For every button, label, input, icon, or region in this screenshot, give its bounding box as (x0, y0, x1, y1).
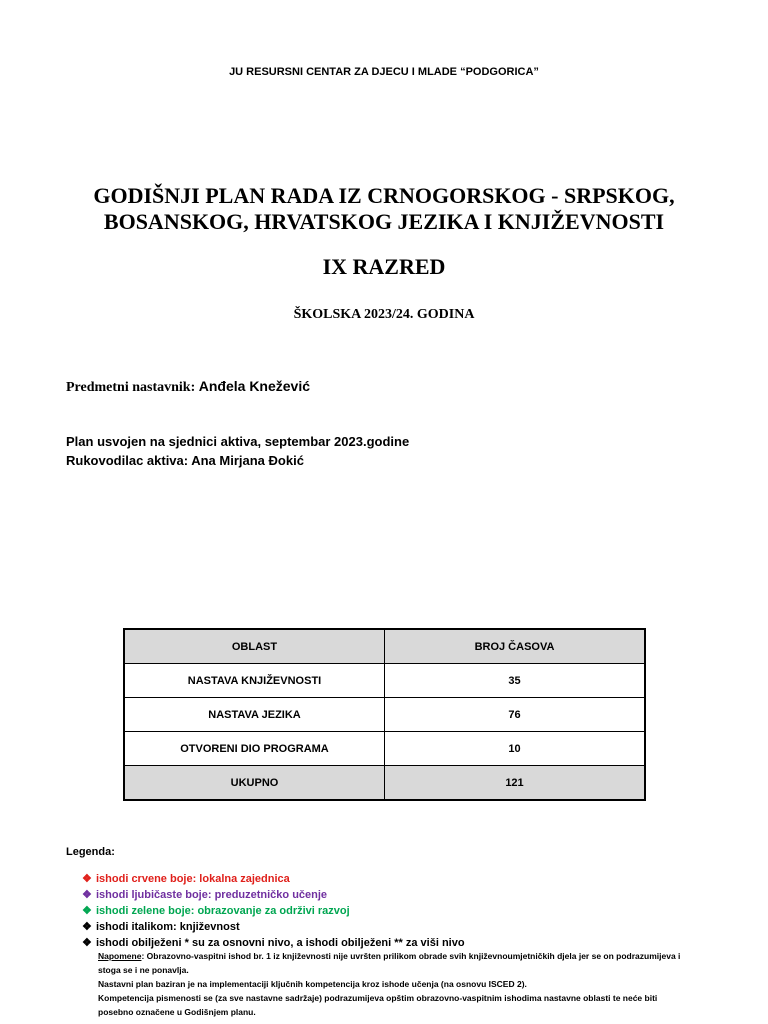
legend-item-text: ishodi obilježeni * su za osnovni nivo, a ishodi obilježeni ** za viši nivo (96, 937, 465, 949)
legend-item-text: ishodi crvene boje: lokalna zajednica (96, 873, 290, 885)
table-header-row (124, 629, 645, 664)
row-hours: 10 (385, 732, 646, 766)
diamond-bullet-icon: ❖ (82, 905, 92, 917)
diamond-bullet-icon: ❖ (82, 921, 92, 933)
note-line: Nastavni plan baziran je na implementaciji ključnih kompetencija kroz ishode učenja (na osnovu ISCED 2). (98, 979, 527, 989)
legend-title: Legenda: (66, 846, 115, 858)
notes-block (98, 949, 718, 1019)
hours-table (123, 628, 646, 801)
table-row (124, 698, 645, 732)
row-area: NASTAVA JEZIKA (124, 698, 385, 732)
table-row (124, 664, 645, 698)
title-line-2: BOSANSKOG, HRVATSKOG JEZIKA I KNJIŽEVNOSTI (103, 209, 665, 234)
note-line (98, 949, 718, 963)
row-hours: 35 (385, 664, 646, 698)
title-line-1: GODIŠNJI PLAN RADA IZ CRNOGORSKOG - SRPSKOG, (93, 183, 675, 208)
note-line: Kompetencija pismenosti se (za sve nastavne sadržaje) podrazumijeva opštim obrazovno-vaspitnim ishodima nastavne oblasti te neće biti (98, 993, 658, 1003)
total-label: UKUPNO (124, 766, 385, 801)
legend-item (82, 919, 465, 935)
diamond-bullet-icon: ❖ (82, 937, 92, 949)
plan-adopted: Plan usvojen na sjednici aktiva, septembar 2023.godine (66, 434, 410, 449)
note-line: posebno označene u Godišnjem planu. (98, 1007, 256, 1017)
legend-item-text: ishodi zelene boje: obrazovanje za održivi razvoj (96, 905, 350, 917)
document-title (0, 183, 768, 235)
note-line: stoga se i ne ponavlja. (98, 965, 189, 975)
table-row (124, 732, 645, 766)
note-text: : Obrazovno-vaspitni ishod br. 1 iz književnosti nije uvršten prilikom obrade svih književnoumjetničkih djela jer se on podrazumijeva i (141, 951, 681, 961)
legend-item (82, 887, 465, 903)
legend-item (82, 903, 465, 919)
diamond-bullet-icon: ❖ (82, 889, 92, 901)
legend-item-text: ishodi italikom: književnost (96, 921, 240, 933)
legend-item (82, 871, 465, 887)
school-year: ŠKOLSKA 2023/24. GODINA (293, 307, 475, 322)
legend-list (82, 871, 465, 951)
row-area: NASTAVA KNJIŽEVNOSTI (124, 664, 385, 698)
plan-info (66, 432, 409, 470)
legend-item-text: ishodi ljubičaste boje: preduzetničko učenje (96, 889, 328, 901)
header-cell-hours: BROJ ČASOVA (385, 629, 646, 664)
plan-head: Rukovodilac aktiva: Ana Mirjana Đokić (66, 453, 304, 468)
grade-heading: IX RAZRED (322, 254, 446, 279)
institution-name: JU RESURSNI CENTAR ZA DJECU I MLADE “PODGORICA” (229, 66, 539, 78)
table-total-row (124, 766, 645, 801)
row-area: OTVORENI DIO PROGRAMA (124, 732, 385, 766)
row-hours: 76 (385, 698, 646, 732)
header-cell-area: OBLAST (124, 629, 385, 664)
teacher-label: Predmetni nastavnik: (66, 380, 196, 395)
total-hours: 121 (385, 766, 646, 801)
diamond-bullet-icon: ❖ (82, 873, 92, 885)
teacher-line (66, 378, 310, 396)
notes-label: Napomene (98, 951, 142, 961)
teacher-name: Anđela Knežević (198, 378, 311, 394)
